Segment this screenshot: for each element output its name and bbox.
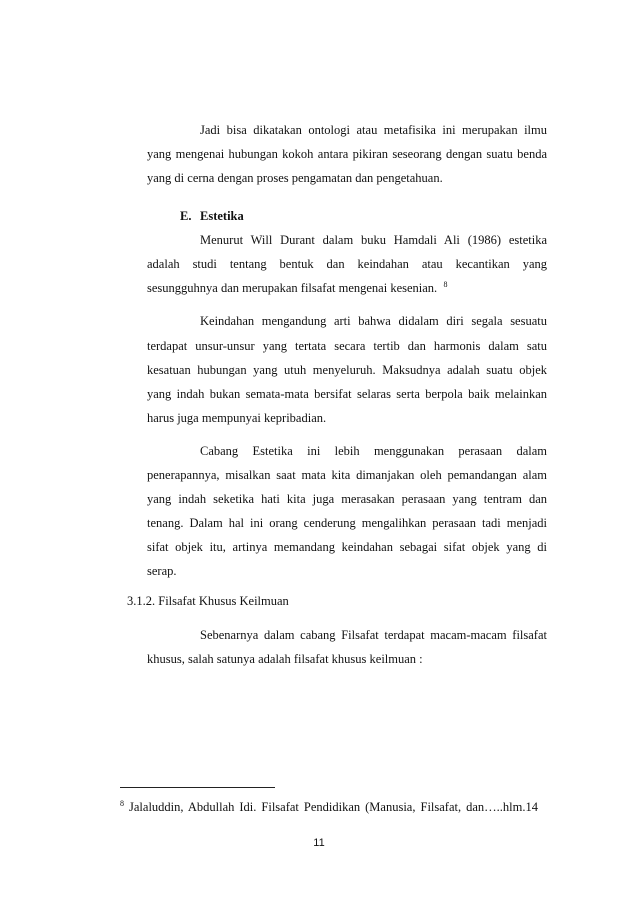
paragraph-line: Menurut Will Durant dalam buku Hamdali Ali (1986) estetika <box>200 233 547 247</box>
section-heading <box>180 208 244 224</box>
paragraph-line: yang indah bukan semata-mata bersifat selaras serta berpola baik melainkan <box>147 387 547 401</box>
paragraph-line: serap. <box>147 564 177 578</box>
paragraph-text: sesungguhnya dan merupakan filsafat mengenai kesenian. <box>147 281 438 295</box>
footnote-number: 8 <box>120 798 124 808</box>
paragraph-line: Sebenarnya dalam cabang Filsafat terdapat macam-macam filsafat <box>200 628 547 642</box>
section-number: E. <box>180 209 192 223</box>
subsection-heading: 3.1.2. Filsafat Khusus Keilmuan <box>127 594 289 608</box>
paragraph-line: harus juga mempunyai kepribadian. <box>147 411 327 425</box>
paragraph-line: terdapat unsur-unsur yang tertata secara tertib dan harmonis dalam satu <box>147 339 547 353</box>
footnote-text: Jalaluddin, Abdullah Idi. Filsafat Pendidikan (Manusia, Filsafat, dan…..hlm.14 <box>129 800 538 814</box>
paragraph-line: yang indah seketika hati kita juga merasakan perasaan yang tentram dan <box>147 492 547 506</box>
paragraph-line: Cabang Estetika ini lebih menggunakan perasaan dalam <box>200 444 547 458</box>
paragraph-line: adalah studi tentang bentuk dan keindahan atau kecantikan yang <box>147 257 547 271</box>
page-number: 11 <box>313 837 325 849</box>
paragraph-line: penerapannya, misalkan saat mata kita dimanjakan oleh pemandangan alam <box>147 468 547 482</box>
paragraph-line: Jadi bisa dikatakan ontologi atau metafisika ini merupakan ilmu <box>200 123 547 137</box>
paragraph-line: yang mengenai hubungan kokoh antara pikiran seseorang dengan suatu benda <box>147 147 547 161</box>
paragraph-line: sifat objek itu, artinya memandang keindahan sebagai sifat objek yang di <box>147 540 547 554</box>
paragraph-line: kesatuan hubungan yang utuh menyeluruh. Maksudnya adalah suatu objek <box>147 363 547 377</box>
paragraph-line <box>147 280 447 296</box>
paragraph-line: Keindahan mengandung arti bahwa didalam diri segala sesuatu <box>200 314 547 328</box>
paragraph-line: tenang. Dalam hal ini orang cenderung mengalihkan perasaan tadi menjadi <box>147 516 547 530</box>
section-title: Estetika <box>200 209 244 223</box>
paragraph-line: yang di cerna dengan proses pengamatan dan pengetahuan. <box>147 171 443 185</box>
footnote <box>120 799 538 815</box>
footnote-reference: 8 <box>443 279 448 289</box>
paragraph-line: khusus, salah satunya adalah filsafat khusus keilmuan : <box>147 652 423 666</box>
footnote-separator <box>120 787 275 788</box>
